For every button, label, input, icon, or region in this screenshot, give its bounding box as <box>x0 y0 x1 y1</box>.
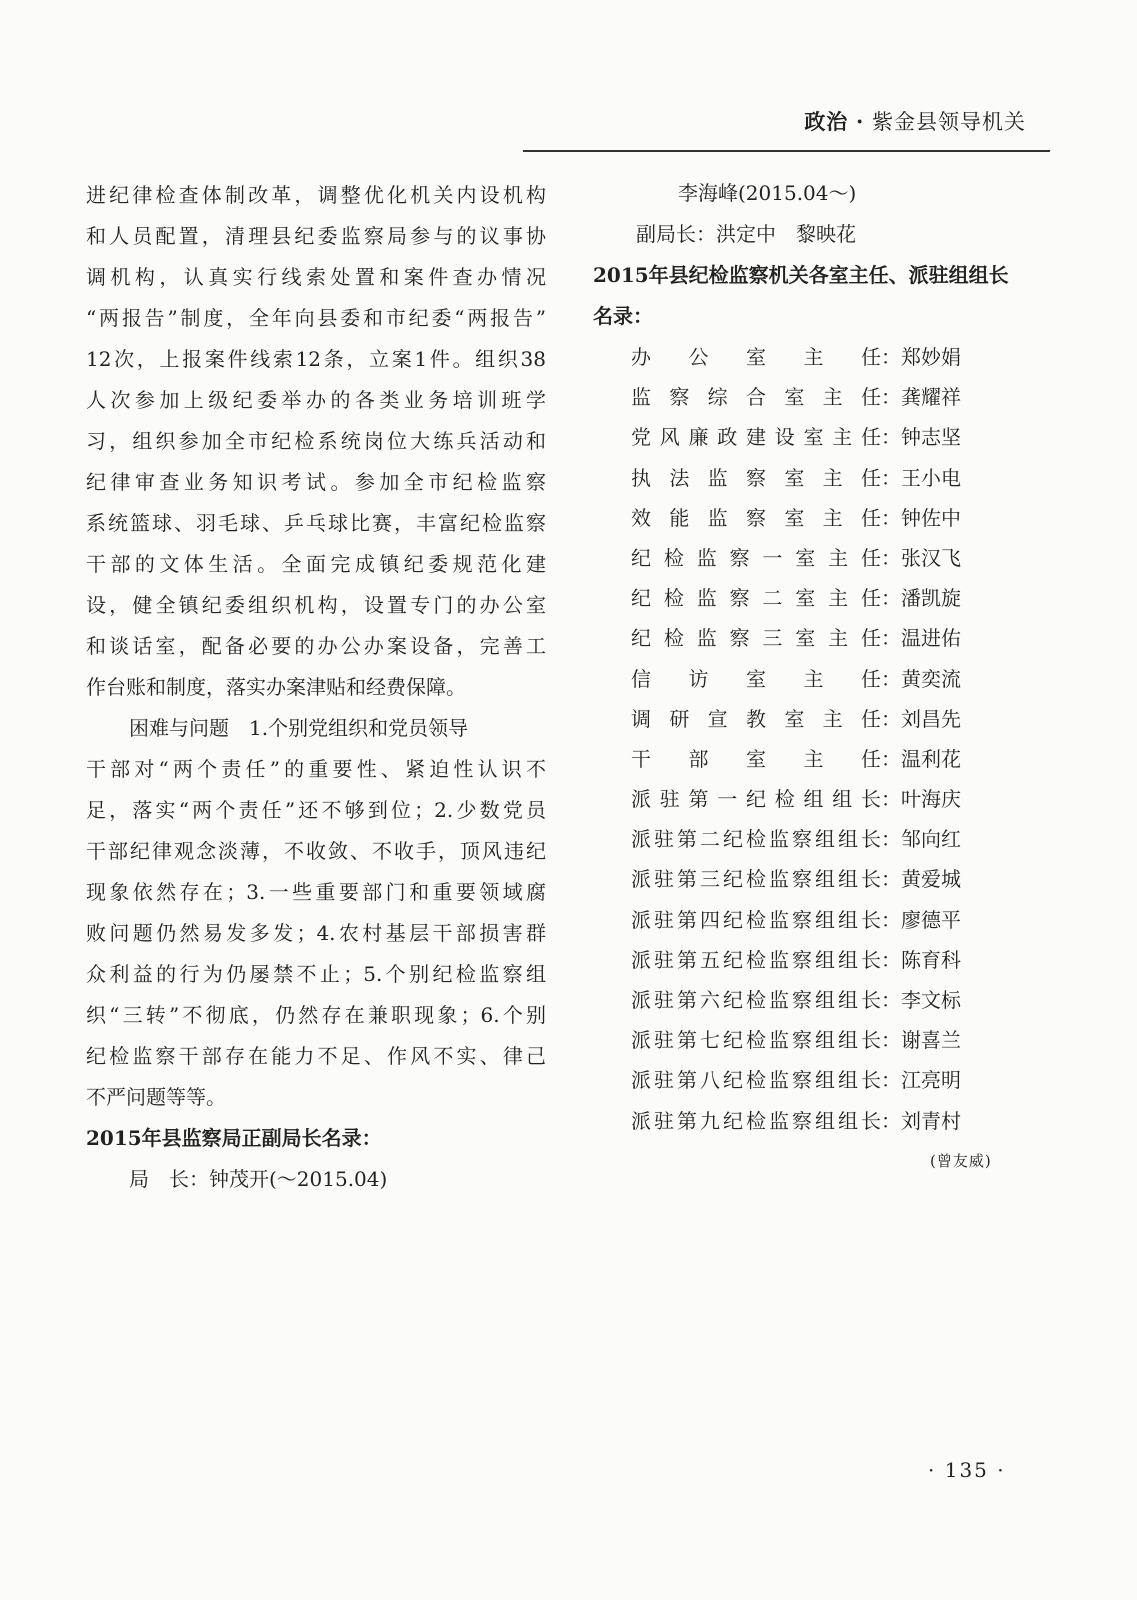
text-line: 败问题仍然易发多发；4.农村基层干部损害群 <box>86 921 546 945</box>
running-header <box>0 106 1026 136</box>
roster-title: 派驻第八纪检监察组组长 <box>631 1068 881 1093</box>
bureau-deputy-line: 副局长：洪定中 黎映花 <box>636 222 856 246</box>
roster-colon: ： <box>881 1028 901 1053</box>
roster-name: 张汉飞 <box>901 545 961 570</box>
roster-title: 派驻第三纪检监察组组长 <box>631 867 881 892</box>
text-line: 作台账和制度，落实办案津贴和经费保障。 <box>86 675 466 699</box>
roster-colon: ： <box>881 666 901 691</box>
text-line: 干部纪律观念淡薄，不收敛、不收手，顶风违纪 <box>86 839 546 863</box>
roster-name: 叶海庆 <box>901 787 961 812</box>
roster-name: 钟志坚 <box>901 425 961 450</box>
roster-name: 江亮明 <box>901 1068 961 1093</box>
roster-colon: ： <box>881 827 901 852</box>
roster-heading-line-1: 2015年县纪检监察机关各室主任、派驻组组长 <box>593 263 1009 287</box>
left-column <box>86 175 546 1200</box>
roster-row <box>593 819 1011 859</box>
roster-colon: ： <box>881 586 901 611</box>
roster-name: 黄奕流 <box>901 666 961 691</box>
roster-row <box>593 900 1011 940</box>
text-line: 现象依然存在；3.一些重要部门和重要领域腐 <box>86 880 546 904</box>
roster-name: 温利花 <box>901 746 961 771</box>
work-paragraph <box>86 175 546 708</box>
roster-title: 效能监察室主任 <box>631 505 881 530</box>
text-line: 干部的文体生活。全面完成镇纪委规范化建 <box>86 552 546 576</box>
roster-title: 派驻第四纪检监察组组长 <box>631 907 881 932</box>
bureau-heading: 2015年县监察局正副局长名录： <box>86 1126 382 1150</box>
roster-row <box>593 980 1011 1020</box>
roster-colon: ： <box>881 706 901 731</box>
roster-colon: ： <box>881 947 901 972</box>
text-line: 人次参加上级纪委举办的各类业务培训班学 <box>86 388 546 412</box>
roster-name: 李文标 <box>901 988 961 1012</box>
roster-name: 刘青村 <box>901 1108 961 1133</box>
text-line: 进纪律检查体制改革，调整优化机关内设机构 <box>86 183 546 207</box>
header-section: 政治 <box>804 109 849 134</box>
author-credit: (曾友威) <box>930 1152 992 1170</box>
roster-name: 廖德平 <box>901 907 961 932</box>
text-line: 设，健全镇纪委组织机构，设置专门的办公室 <box>86 593 546 617</box>
roster-colon: ： <box>881 867 901 892</box>
roster-title: 派驻第一纪检组组长 <box>631 787 881 812</box>
text-line: 和人员配置，清理县纪委监察局参与的议事协 <box>86 224 546 248</box>
roster-name: 钟佐中 <box>901 505 961 530</box>
roster-name: 龚耀祥 <box>901 385 961 410</box>
roster-name: 黄爱城 <box>901 867 961 892</box>
text-line: 困难与问题 1.个别党组织和党员领导 <box>129 716 469 740</box>
text-line: 习，组织参加全市纪检系统岗位大练兵活动和 <box>86 429 546 453</box>
roster-title: 派驻第七纪检监察组组长 <box>631 1028 881 1053</box>
roster-row <box>593 337 1011 377</box>
roster-title: 党风廉政建设室主任 <box>631 425 881 450</box>
right-column <box>593 173 1047 1141</box>
text-line: 纪律审查业务知识考试。参加全市纪检监察 <box>86 470 546 494</box>
roster-colon: ： <box>881 626 901 651</box>
text-line: 不严问题等等。 <box>86 1085 226 1109</box>
roster-title: 派驻第二纪检监察组组长 <box>631 827 881 852</box>
roster-row <box>593 578 1011 618</box>
roster-row <box>593 458 1011 498</box>
roster-name: 刘昌先 <box>901 706 961 731</box>
roster-row <box>593 538 1011 578</box>
roster-list <box>593 337 1047 1141</box>
roster-row <box>593 739 1011 779</box>
roster-title: 纪检监察三室主任 <box>631 626 881 651</box>
roster-title: 纪检监察二室主任 <box>631 586 881 611</box>
roster-colon: ： <box>881 505 901 530</box>
roster-colon: ： <box>881 545 901 570</box>
roster-row <box>593 498 1011 538</box>
roster-title: 调研宣教室主任 <box>631 706 881 731</box>
text-line: 调机构，认真实行线索处置和案件查办情况 <box>86 265 546 289</box>
roster-colon: ： <box>881 425 901 450</box>
roster-name: 郑妙娟 <box>901 345 961 369</box>
roster-row <box>593 659 1011 699</box>
roster-title: 派驻第五纪检监察组组长 <box>631 947 881 972</box>
header-subsection: 紫金县领导机关 <box>872 110 1026 134</box>
roster-colon: ： <box>881 385 901 410</box>
roster-colon: ： <box>881 787 901 812</box>
text-line: “两报告”制度，全年向县委和市纪委“两报告” <box>86 306 546 330</box>
roster-name: 邹向红 <box>901 827 961 852</box>
bureau-director-line: 局 长：钟茂开(～2015.04) <box>129 1167 388 1191</box>
text-line: 系统篮球、羽毛球、乒乓球比赛，丰富纪检监察 <box>86 511 546 535</box>
page-number: · 135 · <box>928 1458 1006 1482</box>
text-line: 12次，上报案件线索12条，立案1件。组织38 <box>86 347 546 371</box>
roster-title: 派驻第六纪检监察组组长 <box>631 988 881 1012</box>
roster-name: 王小电 <box>901 465 961 490</box>
problems-paragraph <box>86 708 546 1118</box>
roster-title: 监察综合室主任 <box>631 385 881 410</box>
text-line: 足，落实“两个责任”还不够到位；2.少数党员 <box>86 798 546 822</box>
roster-colon: ： <box>881 907 901 932</box>
text-line: 纪检监察干部存在能力不足、作风不实、律己 <box>86 1044 546 1068</box>
roster-colon: ： <box>881 345 901 369</box>
roster-row <box>593 1101 1011 1141</box>
roster-colon: ： <box>881 465 901 490</box>
roster-row <box>593 859 1011 899</box>
roster-name: 温进佑 <box>901 626 961 651</box>
roster-row <box>593 417 1011 457</box>
text-line: 织“三转”不彻底，仍然存在兼职现象；6.个别 <box>86 1003 546 1027</box>
text-line: 众利益的行为仍屡禁不止；5.个别纪检监察组 <box>86 962 546 986</box>
roster-row <box>593 699 1011 739</box>
roster-name: 潘凯旋 <box>901 586 961 611</box>
roster-title: 纪检监察一室主任 <box>631 545 881 570</box>
text-line: 和谈话室，配备必要的办公办案设备，完善工 <box>86 634 546 658</box>
roster-row <box>593 940 1011 980</box>
roster-row <box>593 377 1011 417</box>
roster-colon: ： <box>881 746 901 771</box>
roster-name: 陈育科 <box>901 947 961 972</box>
roster-row <box>593 779 1011 819</box>
roster-row <box>593 1060 1011 1100</box>
roster-title: 派驻第九纪检监察组组长 <box>631 1108 881 1133</box>
roster-heading-line-2: 名录： <box>593 304 653 328</box>
roster-colon: ： <box>881 1108 901 1133</box>
roster-title: 干部室主任 <box>631 746 881 771</box>
roster-title: 执法监察室主任 <box>631 465 881 490</box>
roster-colon: ： <box>881 1068 901 1093</box>
roster-title: 信访室主任 <box>631 666 881 691</box>
roster-colon: ： <box>881 988 901 1012</box>
header-separator: · <box>856 109 865 134</box>
roster-name: 谢喜兰 <box>901 1028 961 1053</box>
roster-title: 办公室主任 <box>631 345 881 369</box>
roster-row <box>593 618 1011 658</box>
roster-row <box>593 1020 1011 1060</box>
bureau-director-line-2: 李海峰(2015.04～) <box>678 181 857 205</box>
header-rule <box>523 150 1050 152</box>
text-line: 干部对“两个责任”的重要性、紧迫性认识不 <box>86 757 546 781</box>
